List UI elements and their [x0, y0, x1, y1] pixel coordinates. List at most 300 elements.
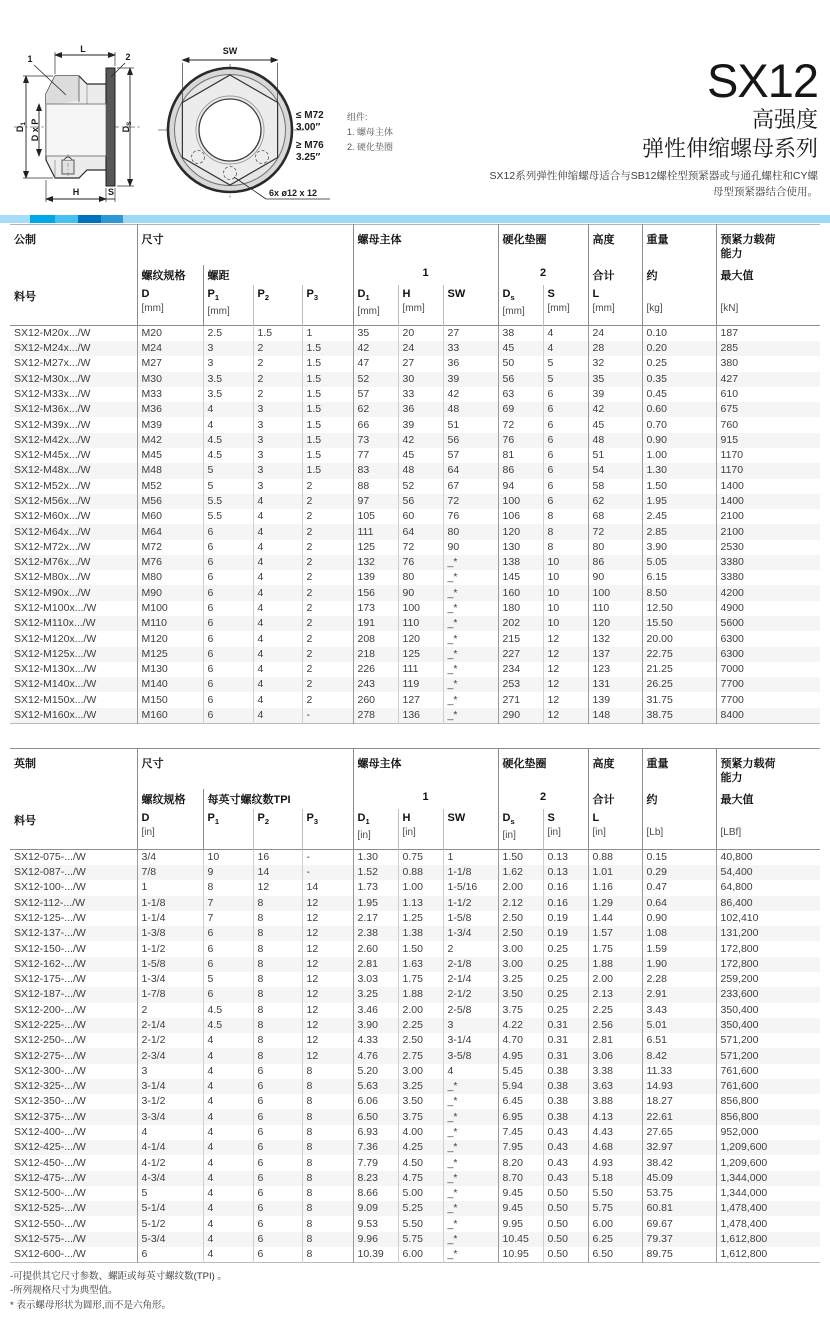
- table-row: [10, 677, 820, 692]
- cell: 2: [302, 540, 353, 555]
- cell: 7: [203, 896, 253, 911]
- cell: 6: [203, 524, 253, 539]
- cell: 0.75: [398, 849, 443, 865]
- table-row: [10, 540, 820, 555]
- table-row: [10, 402, 820, 417]
- cell: 7.45: [498, 1125, 543, 1140]
- cell: 12: [302, 941, 353, 956]
- cell: 427: [716, 372, 820, 387]
- cell: 110: [588, 601, 642, 616]
- cell: 81: [498, 448, 543, 463]
- cell: 9.45: [498, 1186, 543, 1201]
- table-row: [10, 1155, 820, 1170]
- cell: M24: [137, 341, 203, 356]
- cell: 10: [203, 849, 253, 865]
- cell: 4: [253, 585, 302, 600]
- cell: _*: [443, 662, 498, 677]
- cell: 156: [353, 585, 398, 600]
- cell: 3: [203, 356, 253, 371]
- cell: 5.94: [498, 1079, 543, 1094]
- cell: 45: [498, 341, 543, 356]
- cell: 0.31: [543, 1048, 588, 1063]
- table-row: [10, 463, 820, 478]
- cell: 33: [443, 341, 498, 356]
- cell: 39: [588, 387, 642, 402]
- cell: 1.01: [588, 865, 642, 880]
- cell: 51: [588, 448, 642, 463]
- sub-height-total: 合计: [588, 265, 642, 285]
- cell: _*: [443, 1079, 498, 1094]
- cell: 33: [398, 387, 443, 402]
- col-p3: $P_3$: [302, 809, 353, 850]
- cell: 218: [353, 647, 398, 662]
- table-row: [10, 570, 820, 585]
- cell: 172,800: [716, 941, 820, 956]
- cell: _*: [443, 1125, 498, 1140]
- cell: 125: [353, 540, 398, 555]
- cell: 0.16: [543, 896, 588, 911]
- cell: 12: [302, 1018, 353, 1033]
- cell: 36: [443, 356, 498, 371]
- cell: 4.00: [398, 1125, 443, 1140]
- part-number: SX12-137-.../W: [14, 927, 86, 940]
- cell: 20.00: [642, 631, 716, 646]
- part-number: SX12-M130x.../W: [14, 663, 97, 676]
- cell: 215: [498, 631, 543, 646]
- cell: 2.50: [498, 926, 543, 941]
- cell: _*: [443, 585, 498, 600]
- cell: _*: [443, 616, 498, 631]
- cell: 0.43: [543, 1140, 588, 1155]
- cell: 105: [353, 509, 398, 524]
- cell: 2.81: [588, 1033, 642, 1048]
- cell: 6: [253, 1232, 302, 1247]
- cell: 3: [253, 402, 302, 417]
- table-row: [10, 941, 820, 956]
- sub-thread-spec: 螺纹规格: [137, 789, 203, 809]
- cell: 53.75: [642, 1186, 716, 1201]
- cell: 2.56: [588, 1018, 642, 1033]
- cell: _*: [443, 1140, 498, 1155]
- cell: 1-1/2: [443, 896, 498, 911]
- cell: 6: [543, 387, 588, 402]
- col-ds: $D_s$ [in]: [498, 809, 543, 850]
- cell: 12: [543, 647, 588, 662]
- table-row: [10, 1048, 820, 1063]
- cell: 4: [137, 1125, 203, 1140]
- cell: 12: [543, 662, 588, 677]
- thread-range-small: ≤ M72: [296, 110, 324, 121]
- cell: 6.00: [398, 1247, 443, 1263]
- cell: 100: [498, 494, 543, 509]
- cell: 2: [302, 631, 353, 646]
- cell: M72: [137, 540, 203, 555]
- cell: 52: [398, 479, 443, 494]
- part-number: SX12-300-.../W: [14, 1064, 86, 1077]
- cell: 2: [302, 555, 353, 570]
- cell: _*: [443, 677, 498, 692]
- cell: 12: [302, 957, 353, 972]
- cell: 6300: [716, 631, 820, 646]
- cell: 2-1/4: [137, 1018, 203, 1033]
- part-number: SX12-525-.../W: [14, 1202, 86, 1215]
- cell: 12: [302, 911, 353, 926]
- cell: M45: [137, 448, 203, 463]
- cell: 0.43: [543, 1171, 588, 1186]
- cell: 7700: [716, 677, 820, 692]
- table-row: [10, 957, 820, 972]
- cell: 4: [203, 1232, 253, 1247]
- cell: 4: [203, 1033, 253, 1048]
- cell: _*: [443, 1094, 498, 1109]
- cell: 1.5: [302, 341, 353, 356]
- cell: 1,478,400: [716, 1201, 820, 1216]
- bore-front: [199, 99, 261, 161]
- cell: 6: [253, 1201, 302, 1216]
- cell: 208: [353, 631, 398, 646]
- group-weight: 重量: [642, 749, 716, 789]
- cell: 0.16: [543, 880, 588, 895]
- table-row: [10, 433, 820, 448]
- sub-preload-max: 最大值: [716, 789, 820, 809]
- cell: 6: [543, 448, 588, 463]
- metric-table-body: [10, 325, 820, 723]
- cell: 4.5: [203, 448, 253, 463]
- cell: 145: [498, 570, 543, 585]
- cell: 9.95: [498, 1216, 543, 1231]
- col-load-unit: [LBf]: [716, 809, 820, 850]
- band-segment: [78, 215, 101, 223]
- cell: 4: [203, 1140, 253, 1155]
- cell: 3.46: [353, 1003, 398, 1018]
- dim-label-SW: SW: [222, 46, 238, 56]
- cell: 1.75: [398, 972, 443, 987]
- part-number: SX12-325-.../W: [14, 1080, 86, 1093]
- cell: 0.38: [543, 1094, 588, 1109]
- cell: -: [302, 849, 353, 865]
- cell: 1.30: [642, 463, 716, 478]
- cell: 278: [353, 708, 398, 724]
- cell: 12: [302, 987, 353, 1002]
- part-number: SX12-M150x.../W: [14, 693, 97, 706]
- table-row: [10, 911, 820, 926]
- cell: 180: [498, 601, 543, 616]
- cell: 48: [443, 402, 498, 417]
- cell: 6: [203, 926, 253, 941]
- table-row: [10, 448, 820, 463]
- cell: 12: [302, 1003, 353, 1018]
- cell: 4.50: [398, 1155, 443, 1170]
- cell: 1: [443, 849, 498, 865]
- cell: 6.00: [588, 1216, 642, 1231]
- cell: 2: [302, 509, 353, 524]
- cell: 5.05: [642, 555, 716, 570]
- cell: 1,612,800: [716, 1232, 820, 1247]
- cell: 2-1/4: [443, 972, 498, 987]
- cell: 12: [302, 972, 353, 987]
- cell: 610: [716, 387, 820, 402]
- cell: 3.25: [353, 987, 398, 1002]
- part-number: SX12-M24x.../W: [14, 342, 91, 355]
- table-row: [10, 601, 820, 616]
- imperial-table-wrap: [10, 748, 820, 1263]
- part-number: SX12-150-.../W: [14, 942, 86, 955]
- cell: 6: [543, 479, 588, 494]
- cell: 8: [302, 1232, 353, 1247]
- cell: _*: [443, 1232, 498, 1247]
- cell: 4: [203, 1186, 253, 1201]
- cell: 79.37: [642, 1232, 716, 1247]
- cell: _*: [443, 1186, 498, 1201]
- part-number: SX12-M125x.../W: [14, 647, 97, 660]
- series-description: SX12系列弹性伸缩螺母适合与SB12螺栓型预紧器或与通孔螺柱和CY螺母型预紧器结合使用。: [489, 170, 818, 199]
- cell: 8.20: [498, 1155, 543, 1170]
- cell: 4200: [716, 585, 820, 600]
- cell: 6: [543, 402, 588, 417]
- cell: 3.50: [398, 1094, 443, 1109]
- cell: 3.90: [642, 540, 716, 555]
- cell: 2100: [716, 509, 820, 524]
- cell: M30: [137, 372, 203, 387]
- cell: 7: [203, 911, 253, 926]
- cell: 11.33: [642, 1064, 716, 1079]
- cell: 8.42: [642, 1048, 716, 1063]
- dim-label-L: L: [80, 44, 86, 54]
- dim-label-D1: $D_1$: [15, 121, 27, 133]
- cell: 111: [398, 662, 443, 677]
- page-subtitle-1: 高强度: [751, 107, 818, 133]
- cell: 5600: [716, 616, 820, 631]
- cell: 4: [203, 1125, 253, 1140]
- cell: 4: [253, 631, 302, 646]
- cell: 1.73: [353, 880, 398, 895]
- cell: 5.20: [353, 1064, 398, 1079]
- table-row: [10, 1033, 820, 1048]
- cell: 8: [302, 1094, 353, 1109]
- cell: 64: [398, 524, 443, 539]
- cell: 0.43: [543, 1155, 588, 1170]
- cell: 97: [353, 494, 398, 509]
- cell: 4.5: [203, 433, 253, 448]
- cell: 1,478,400: [716, 1216, 820, 1231]
- part-number: SX12-M76x.../W: [14, 556, 91, 569]
- cell: 6.45: [498, 1094, 543, 1109]
- cell: 6: [253, 1155, 302, 1170]
- holes-label: 6x ø12 x 12: [269, 188, 318, 198]
- callout-2: 2: [125, 52, 131, 62]
- cell: 4.22: [498, 1018, 543, 1033]
- cell: 15.50: [642, 616, 716, 631]
- cell: 4: [253, 601, 302, 616]
- cell: 6: [203, 585, 253, 600]
- cell: 90: [588, 570, 642, 585]
- cell: 761,600: [716, 1079, 820, 1094]
- cell: 856,800: [716, 1109, 820, 1124]
- cell: 72: [588, 524, 642, 539]
- table-row: [10, 417, 820, 432]
- group-washer: 硬化垫圈: [498, 225, 588, 265]
- part-number: SX12-M90x.../W: [14, 586, 91, 599]
- table-row: [10, 509, 820, 524]
- cell: 132: [353, 555, 398, 570]
- cell: 4: [253, 494, 302, 509]
- cell: 8: [203, 880, 253, 895]
- cell: 1.50: [498, 849, 543, 865]
- cell: 24: [398, 341, 443, 356]
- cell: 3380: [716, 555, 820, 570]
- cell: 1.95: [642, 494, 716, 509]
- table-row: [10, 1140, 820, 1155]
- cell: 1,344,000: [716, 1171, 820, 1186]
- cell: 8: [253, 1033, 302, 1048]
- part-number: SX12-550-.../W: [14, 1217, 86, 1230]
- cell: 4: [253, 555, 302, 570]
- cell: 6.93: [353, 1125, 398, 1140]
- cell: 86: [588, 555, 642, 570]
- cell: 24: [588, 325, 642, 341]
- cell: M20: [137, 325, 203, 341]
- cell: 1170: [716, 463, 820, 478]
- cell: 28: [588, 341, 642, 356]
- cell: 80: [398, 570, 443, 585]
- cell: 1.5: [302, 387, 353, 402]
- table-row: [10, 1064, 820, 1079]
- cell: 8: [253, 941, 302, 956]
- cell: 76: [398, 555, 443, 570]
- cell: 0.13: [543, 865, 588, 880]
- cell: 3.5: [203, 387, 253, 402]
- cell: 10.95: [498, 1247, 543, 1263]
- cell: _*: [443, 647, 498, 662]
- cell: 14: [253, 865, 302, 880]
- table-row: [10, 1079, 820, 1094]
- cell: 1.75: [588, 941, 642, 956]
- table-row: [10, 616, 820, 631]
- col-sw: SW: [443, 285, 498, 326]
- cell: 6: [203, 662, 253, 677]
- cell: 5.75: [398, 1232, 443, 1247]
- cell: 6: [203, 616, 253, 631]
- cell: 8: [302, 1155, 353, 1170]
- cell: 8: [302, 1125, 353, 1140]
- cell: 136: [398, 708, 443, 724]
- cell: 0.45: [642, 387, 716, 402]
- cell: _*: [443, 570, 498, 585]
- table-row: [10, 1125, 820, 1140]
- cell: 8: [302, 1171, 353, 1186]
- cell: 45: [588, 417, 642, 432]
- cell: M56: [137, 494, 203, 509]
- cell: 3.75: [398, 1109, 443, 1124]
- cell: 6: [253, 1064, 302, 1079]
- cell: 6: [203, 677, 253, 692]
- cell: 1400: [716, 479, 820, 494]
- cell: 31.75: [642, 692, 716, 707]
- col-sw: SW: [443, 809, 498, 850]
- cell: 58: [588, 479, 642, 494]
- cell: 1.13: [398, 896, 443, 911]
- part-number: SX12-112-.../W: [14, 896, 85, 909]
- cell: 72: [498, 417, 543, 432]
- cell: 45: [398, 448, 443, 463]
- cell: 10: [543, 585, 588, 600]
- cell: 1: [302, 325, 353, 341]
- cell: 100: [398, 601, 443, 616]
- table-row: [10, 849, 820, 865]
- cell: 2.60: [353, 941, 398, 956]
- cell: 2.00: [498, 880, 543, 895]
- cell: 5: [203, 479, 253, 494]
- cell: 571,200: [716, 1033, 820, 1048]
- cell: 285: [716, 341, 820, 356]
- part-number: SX12-350-.../W: [14, 1095, 86, 1108]
- cell: _*: [443, 692, 498, 707]
- legend-title: 组件:: [347, 112, 368, 122]
- imperial-table: [10, 748, 820, 1263]
- part-number: SX12-M72x.../W: [14, 540, 91, 553]
- cell: 56: [498, 372, 543, 387]
- table-row: [10, 1109, 820, 1124]
- cell: 1.50: [398, 941, 443, 956]
- cell: 9.53: [353, 1216, 398, 1231]
- part-number: SX12-187-.../W: [14, 988, 86, 1001]
- part-number: SX12-100-.../W: [14, 881, 86, 894]
- cell: 6.95: [498, 1109, 543, 1124]
- cell: 4: [203, 1216, 253, 1231]
- cell: 3: [253, 417, 302, 432]
- cell: _*: [443, 1201, 498, 1216]
- cell: 1.5: [302, 402, 353, 417]
- cell: 8: [302, 1247, 353, 1263]
- cell: 32.97: [642, 1140, 716, 1155]
- cell: 0.31: [543, 1018, 588, 1033]
- col-load-unit: [kN]: [716, 285, 820, 326]
- cell: 260: [353, 692, 398, 707]
- col-d1: $D_1$ [mm]: [353, 285, 398, 326]
- cell: 4: [203, 1201, 253, 1216]
- part-number: SX12-M80x.../W: [14, 571, 91, 584]
- cell: 48: [398, 463, 443, 478]
- cell: 6: [253, 1247, 302, 1263]
- group-height: 高度: [588, 225, 642, 265]
- cell: 0.38: [543, 1064, 588, 1079]
- cell: 5: [137, 1186, 203, 1201]
- cell: 1.29: [588, 896, 642, 911]
- cell: 38: [498, 325, 543, 341]
- cell: 6.15: [642, 570, 716, 585]
- cell: 2.5: [203, 325, 253, 341]
- cell: 1-5/16: [443, 880, 498, 895]
- table-row: [10, 325, 820, 341]
- imperial-table-header: [10, 749, 820, 850]
- cell: 54,400: [716, 865, 820, 880]
- cell: 35: [588, 372, 642, 387]
- cell: 1.5: [302, 433, 353, 448]
- cell: 4: [203, 417, 253, 432]
- cell: 290: [498, 708, 543, 724]
- cell: 6: [203, 555, 253, 570]
- cell: 89.75: [642, 1247, 716, 1263]
- cell: 5-1/2: [137, 1216, 203, 1231]
- part-number: SX12-M110x.../W: [14, 617, 96, 630]
- cell: 0.50: [543, 1216, 588, 1231]
- sub-weight-approx: 约: [642, 265, 716, 285]
- cell: 5.50: [398, 1216, 443, 1231]
- cell: 5: [203, 463, 253, 478]
- cell: 6: [253, 1094, 302, 1109]
- cell: 1.25: [398, 911, 443, 926]
- table-row: [10, 1232, 820, 1247]
